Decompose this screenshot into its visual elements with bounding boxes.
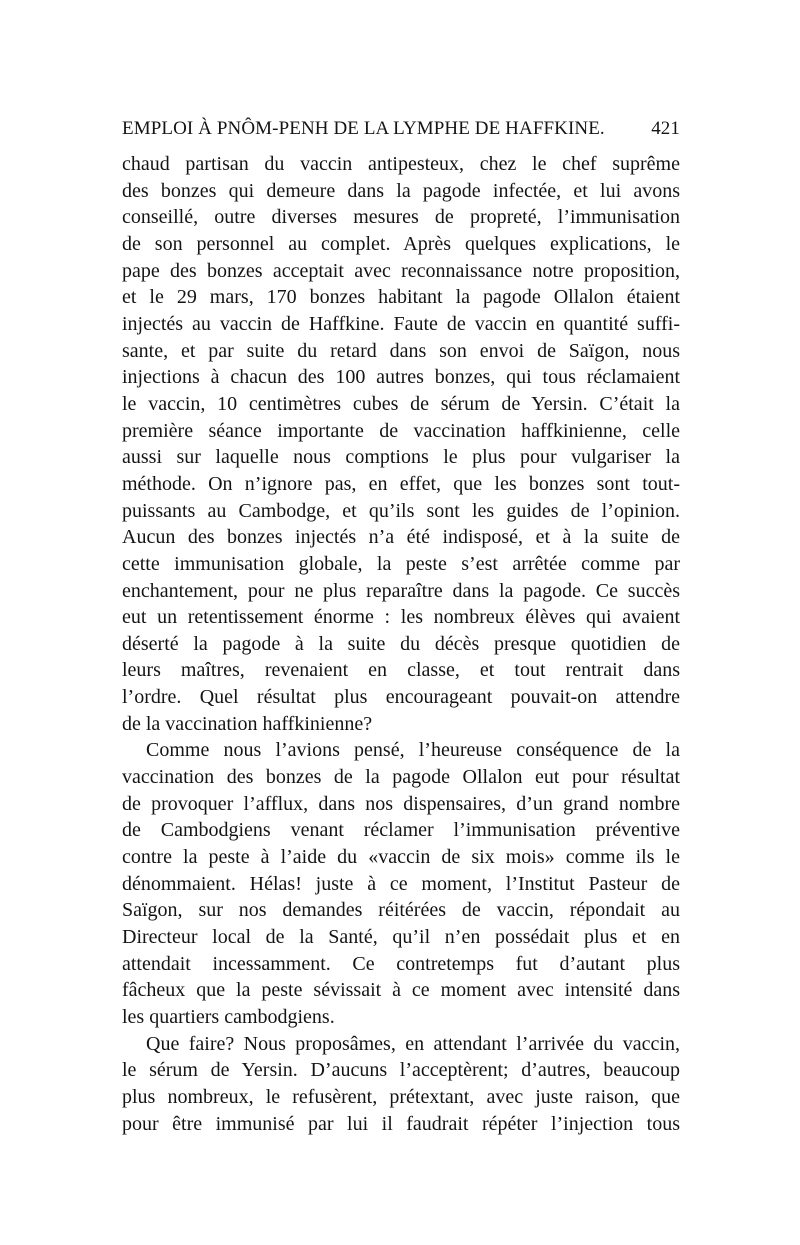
text-line: de la vaccination haffkinienne? xyxy=(122,712,373,735)
text-line: déserté la pagode à la suite du décès presque quotidien de xyxy=(122,632,680,655)
text-line: Aucun des bonzes injectés n’a été indisposé, et à la suite de xyxy=(122,526,680,549)
text-line: pour être immunisé par lui il faudrait répéter l’injection tous xyxy=(122,1112,680,1135)
text-line: et le 29 mars, 170 bonzes habitant la pagode Ollalon étaient xyxy=(122,286,680,309)
text-line: méthode. On n’ignore pas, en effet, que les bonzes sont tout- xyxy=(122,472,680,495)
text-line: cette immunisation globale, la peste s’est arrêtée comme par xyxy=(122,552,680,575)
text-line: plus nombreux, le refusèrent, prétextant, avec juste raison, que xyxy=(122,1085,680,1108)
text-line: chaud partisan du vaccin antipesteux, chez le chef suprême xyxy=(122,153,680,175)
text-line: injectés au vaccin de Haffkine. Faute de vaccin en quantité suffi- xyxy=(122,312,680,335)
page-number: 421 xyxy=(651,118,680,139)
text-line: fâcheux que la peste sévissait à ce moment avec intensité dans xyxy=(122,979,680,1002)
text-line: les quartiers cambodgiens. xyxy=(122,1006,335,1028)
text-line: contre la peste à l’aide du «vaccin de six mois» comme ils le xyxy=(122,846,680,869)
text-line: première séance importante de vaccination haffkinienne, celle xyxy=(122,419,680,442)
text-line: le sérum de Yersin. D’aucuns l’acceptèrent; d’autres, beaucoup xyxy=(122,1059,680,1082)
text-line: enchantement, pour ne plus reparaître dans la pagode. Ce succès xyxy=(122,579,680,602)
running-title: EMPLOI À PNÔM-PENH DE LA LYMPHE DE HAFFKINE. xyxy=(122,118,605,139)
text-line: le vaccin, 10 centimètres cubes de sérum de Yersin. C’était la xyxy=(122,392,680,415)
body-text xyxy=(122,151,680,1137)
text-line: des bonzes qui demeure dans la pagode infectée, et lui avons xyxy=(122,179,680,202)
text-line: de son personnel au complet. Après quelques explications, le xyxy=(122,232,680,255)
text-line: de provoquer l’afflux, dans nos dispensaires, d’un grand nombre xyxy=(122,792,680,815)
text-line: vaccination des bonzes de la pagode Ollalon eut pour résultat xyxy=(122,766,680,789)
text-line: injections à chacun des 100 autres bonzes, qui tous réclamaient xyxy=(122,366,680,389)
text-line: conseillé, outre diverses mesures de propreté, l’immunisation xyxy=(122,206,680,229)
text-line: Directeur local de la Santé, qu’il n’en possédait plus et en xyxy=(122,926,680,949)
text-line: de Cambodgiens venant réclamer l’immunisation préventive xyxy=(122,819,680,842)
text-line: puissants au Cambodge, et qu’ils sont les guides de l’opinion. xyxy=(122,499,680,522)
running-head xyxy=(122,116,680,142)
text-line: sante, et par suite du retard dans son envoi de Saïgon, nous xyxy=(122,339,680,362)
text-line: leurs maîtres, revenaient en classe, et tout rentrait dans xyxy=(122,659,680,682)
text-line: aussi sur laquelle nous comptions le plus pour vulgariser la xyxy=(122,446,680,469)
text-line: eut un retentissement énorme : les nombreux élèves qui avaient xyxy=(122,606,680,629)
text-line: dénommaient. Hélas! juste à ce moment, l’Institut Pasteur de xyxy=(122,872,680,895)
text-line: l’ordre. Quel résultat plus encourageant pouvait-on attendre xyxy=(122,686,680,709)
text-line: attendait incessamment. Ce contretemps fut d’autant plus xyxy=(122,952,680,975)
paragraph-first-line: Que faire? Nous proposâmes, en attendant l’arrivée du vaccin, xyxy=(146,1032,680,1055)
text-line: pape des bonzes acceptait avec reconnaissance notre proposition, xyxy=(122,259,680,282)
paragraph-first-line: Comme nous l’avions pensé, l’heureuse conséquence de la xyxy=(146,739,680,762)
text-line: Saïgon, sur nos demandes réitérées de vaccin, répondait au xyxy=(122,899,680,922)
